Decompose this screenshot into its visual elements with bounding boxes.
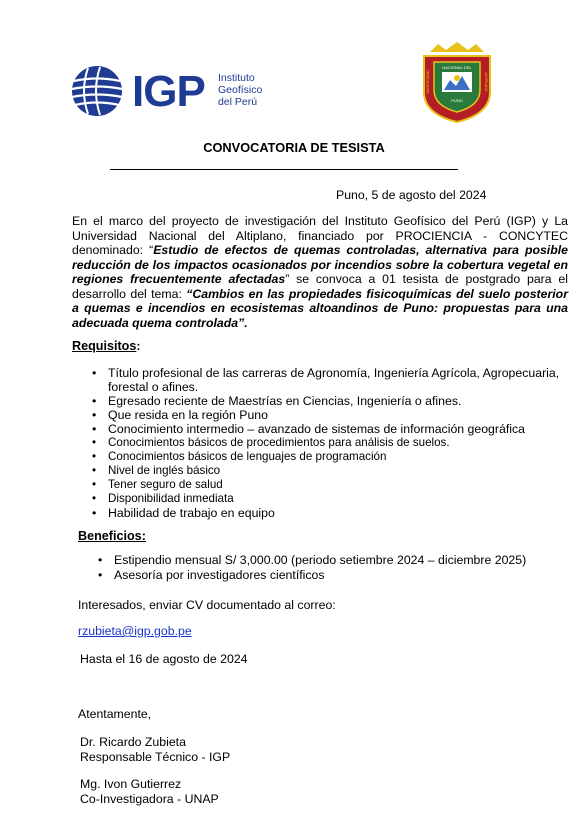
igp-subtitle: Instituto Geofísico del Perú	[218, 72, 263, 108]
date-line: Puno, 5 de agosto del 2024	[336, 188, 487, 202]
list-item: • Título profesional de las carreras de Agronomía, Ingeniería Agrícola, Agropecuaria, forestal o afines.	[108, 366, 578, 394]
title-divider	[110, 169, 458, 170]
list-item: • Asesoría por investigadores científicos	[114, 568, 584, 583]
closing-text: Atentamente,	[78, 707, 152, 721]
email-link[interactable]: rzubieta@igp.gob.pe	[78, 624, 192, 638]
list-item: • Conocimiento intermedio – avanzado de sistemas de información geográfica	[108, 422, 578, 436]
svg-text:UNIVERSIDAD: UNIVERSIDAD	[426, 70, 430, 94]
project-name: Estudio de efectos de quemas controladas, alternativa para posible reducción de los impactos ocasionados por incendios sobre la cobertura vegetal en regiones frecuentemente afectadas	[72, 243, 568, 286]
interest-text: Interesados, enviar CV documentado al correo:	[78, 598, 336, 612]
intro-paragraph: En el marco del proyecto de investigación del Instituto Geofísico del Perú (IGP) y La Universidad Nacional del Altiplano, financiado por PROCIENCIA - CONCYTEC denominado: “Estudio de efectos de quemas controladas, alternativa para posible reducción de los impactos ocasionados por incendios sobre la cobertura vegetal en regiones frecuentemente afectadas” se convoca a 01 tesista de postgrado para el desarrollo del tema: “Cambios en las propiedades fisicoquímicas del suelo posterior a quemas e incendios en ecosistemas altoandinos de Puno: propuestas para una adecuada quema controlada”.	[72, 214, 568, 330]
requirements-list	[72, 366, 578, 520]
signatory-role: Co-Investigadora - UNAP	[80, 792, 219, 806]
list-item: • Conocimientos básicos de lenguajes de programación	[108, 450, 578, 464]
signatory-role: Responsable Técnico - IGP	[80, 750, 231, 764]
requirements-heading: Requisitos:	[72, 339, 141, 353]
svg-text:ALTIPLANO: ALTIPLANO	[484, 72, 488, 92]
document-title: CONVOCATORIA DE TESISTA	[203, 140, 385, 155]
benefits-list	[78, 553, 584, 582]
list-item: • Tener seguro de salud	[108, 478, 578, 492]
list-item: • Nivel de inglés básico	[108, 464, 578, 478]
thesis-topic: “Cambios en las propiedades fisicoquímicas del suelo posterior a quemas e incendios en ecosistemas altoandinos de Puno: propuestas para una adecuada quema controlada”.	[72, 286, 568, 330]
igp-acronym: IGP	[132, 67, 205, 116]
list-item: • Que resida en la región Puno	[108, 408, 578, 422]
list-item: • Estipendio mensual S/ 3,000.00 (periodo setiembre 2024 – diciembre 2025)	[114, 553, 584, 568]
signatory-2	[80, 777, 219, 807]
deadline-text: Hasta el 16 de agosto de 2024	[80, 652, 248, 666]
igp-logo	[70, 64, 270, 118]
svg-text:PUNO: PUNO	[451, 98, 463, 103]
list-item: • Conocimientos básicos de procedimientos para análisis de suelos.	[108, 436, 578, 450]
list-item: • Disponibilidad inmediata	[108, 492, 578, 506]
unap-seal-icon	[416, 42, 498, 124]
list-item: • Habilidad de trabajo en equipo	[108, 506, 578, 520]
benefits-heading: Beneficios:	[78, 529, 146, 543]
signatory-name: Dr. Ricardo Zubieta	[80, 735, 186, 749]
svg-text:NACIONAL DEL: NACIONAL DEL	[442, 65, 472, 70]
list-item: • Egresado reciente de Maestrías en Ciencias, Ingeniería o afines.	[108, 394, 578, 408]
igp-globe-icon	[70, 64, 130, 118]
signatory-name: Mg. Ivon Gutierrez	[80, 777, 182, 791]
signatory-1	[80, 735, 230, 765]
